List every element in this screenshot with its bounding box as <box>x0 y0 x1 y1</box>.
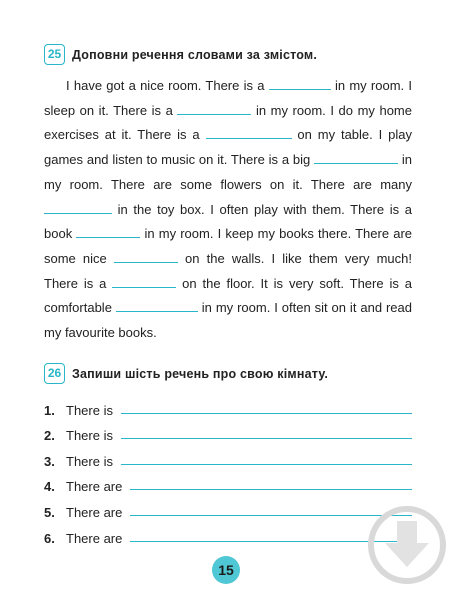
text-segment: on the walls. I like them very much! There is a <box>44 250 412 291</box>
row-number: 5. <box>44 504 55 520</box>
sentence-starter: There are <box>66 530 123 546</box>
row-number: 3. <box>44 453 55 469</box>
sentence-starter: There is <box>66 402 113 418</box>
text-segment: on the floor. It is very soft. There is a comfortable <box>44 275 412 316</box>
writing-row <box>44 520 412 546</box>
row-number: 6. <box>44 530 55 546</box>
answer-blank[interactable] <box>314 150 398 164</box>
task-25-header <box>44 44 317 65</box>
writing-row <box>44 418 412 444</box>
answer-blank[interactable] <box>206 125 292 139</box>
answer-line[interactable] <box>130 489 412 490</box>
text-segment: in the toy box. I often play with them. There is a book <box>44 201 412 242</box>
text-segment: I have got a nice room. There is a <box>66 78 269 93</box>
writing-row <box>44 494 412 520</box>
text-segment: in my room. I do my home exercises at it. There is a <box>44 102 412 143</box>
text-segment: in my room. There are some flowers on it. There are many <box>44 152 412 192</box>
writing-row <box>44 392 412 418</box>
row-number: 2. <box>44 428 55 444</box>
answer-blank[interactable] <box>269 76 331 90</box>
task-number-badge: 26 <box>44 363 65 384</box>
task-number-badge: 25 <box>44 44 65 65</box>
answer-blank[interactable] <box>177 101 251 115</box>
writing-row <box>44 443 412 469</box>
answer-line[interactable] <box>121 464 412 465</box>
answer-blank[interactable] <box>76 224 140 238</box>
sentence-starter: There are <box>66 504 123 520</box>
text-segment: in my room. I keep my books there. There are some nice <box>44 226 413 266</box>
writing-row <box>44 469 412 495</box>
task-title: Запиши шість речень про свою кімнату. <box>72 366 329 381</box>
text-segment: in my room. I sleep on it. There is a <box>44 78 412 118</box>
row-number: 4. <box>44 479 55 495</box>
task-title: Доповни речення словами за змістом. <box>72 47 318 62</box>
page-number-badge: 15 <box>212 556 240 584</box>
row-number: 1. <box>44 402 55 418</box>
task-26-header <box>44 363 328 384</box>
answer-blank[interactable] <box>44 200 112 214</box>
answer-blank[interactable] <box>112 274 176 288</box>
answer-blank[interactable] <box>116 298 198 312</box>
text-segment: in my room. I often sit on it and read my favourite books. <box>44 300 412 341</box>
download-arrow-icon <box>367 505 447 585</box>
sentence-starter: There is <box>66 428 113 444</box>
text-segment: on my table. I play games and listen to music on it. There is a big <box>44 127 412 168</box>
sentence-starter: There are <box>66 479 123 495</box>
answer-line[interactable] <box>121 438 412 439</box>
writing-lines <box>44 392 412 546</box>
answer-blank[interactable] <box>114 249 178 263</box>
sentence-starter: There is <box>66 453 113 469</box>
fill-in-paragraph <box>44 74 412 346</box>
answer-line[interactable] <box>121 413 412 414</box>
